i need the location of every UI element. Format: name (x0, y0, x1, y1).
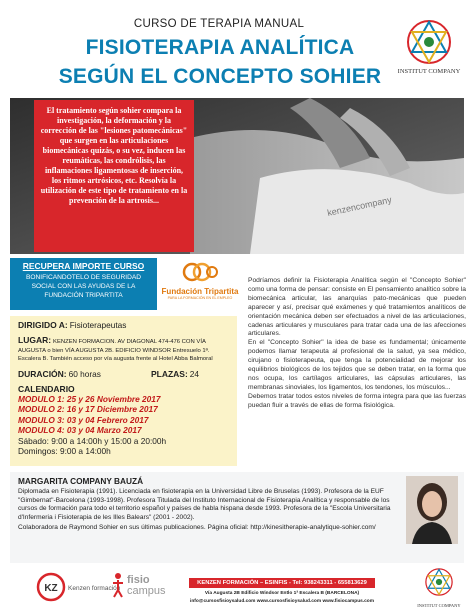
description (248, 277, 466, 411)
fisiocampus-logo (110, 572, 166, 603)
footer-contact (172, 571, 392, 604)
kenzen-logo (36, 572, 66, 607)
fisio-figure-icon (110, 572, 126, 598)
course-label: CURSO DE TERAPIA MANUAL (133, 18, 305, 30)
lugar-row (18, 335, 229, 364)
instructor-text: Diplomada en Fisioterapia (1991). Licenciada en fisioterapia en la Universidad Libre de Bruselas (1993). Profesora de la EUF "Gimbernat"-Barcelona (1993-1998). Profesora Titulada del Instituto Internacional de Fisioterapia Analítica y responsable de los cursos de formación para todo el territorio español y países de habla hispana desde 1993. Profesora de la "Escola Universitaria d'Infermeria i Fisioterapia de les Illes Balears" (2001 - 2002). (18, 488, 391, 521)
star-logo-icon (405, 18, 453, 66)
dirigido-row (18, 320, 229, 330)
page-title-line1: FISIOTERAPIA ANALÍTICA (85, 36, 355, 59)
duracion-label: DURACIÓN: (18, 368, 67, 379)
portrait-image (406, 476, 458, 544)
plazas-value: 24 (189, 368, 199, 379)
campus-text: campus (127, 585, 166, 597)
fundacion-tagline: PARA LA FORMACIÓN EN EL EMPLEO (167, 296, 233, 300)
footer-contact-title: KENZEN FORMACIÓN – ESINFIS - Tel: 938243311 - 655813629 (189, 578, 375, 588)
footer-logo-text: INSTITUT COMPANY (417, 603, 461, 608)
instructor-name: MARGARITA COMPANY BAUZÁ (18, 476, 144, 486)
description-p3: Debemos tratar todos estos niveles de forma integra para que las fuerzas puedan fluir a través de ellas de forma fisiológica. (248, 392, 466, 409)
instructor-bio (10, 472, 464, 563)
footer-address: Vía Augusta 2B Edificio Windsor Entlo 1ª Escalera B (BARCELONA) (204, 591, 360, 596)
kz-logo-text: KZ (44, 583, 58, 594)
calendario-label: CALENDARIO (18, 383, 75, 394)
fundacion-swirl-icon (181, 260, 219, 284)
fundacion-name: Fundación Tripartita (161, 287, 239, 296)
duracion-row (18, 369, 229, 379)
description-p2: En el "Concepto Sohier" la idea de base es fundamental; únicamente podemos llamar terapeuta al profesional de la salud, ya sea médico, cirujano o fisioterapeuta, que tenga la potencialidad de mejorar los equilibrios biológicos de los tejidos que se deben tratar, en la forma que nos ocupa, los cartílagos articulares, las cápsulas articulares, las membranas sinoviales, los ligamentos, los tendones, los músculos... (248, 339, 466, 391)
instructor-photo (406, 476, 458, 544)
fisio-text: fisio (127, 574, 150, 586)
description-p1: Podríamos definir la Fisioterapia Analítica según el "Concepto Sohier" como una forma de pensar: consiste en El pensamiento analítico sobre la biomecánica articular, las anarquías pato-mecánicas que pueden aparecer y así, precisar qué exámenes y qué tratamientos analíticos de orientación mecánica deben ser efectuados a nivel de las articulaciones, cadenas articulares y musculares para tratar cada una de las afecciones articulares. (248, 277, 466, 338)
page-title-line2: SEGÚN EL CONCEPTO SOHIER (58, 65, 382, 88)
plazas-label: PLAZAS: (150, 368, 188, 379)
module-3: MODULO 3: 03 y 04 Febrero 2017 (18, 414, 149, 425)
recupera-title: RECUPERA IMPORTE CURSO (22, 261, 145, 271)
dirigido-value: Fisioterapeutas (69, 320, 127, 330)
instructor-collab: Colaboradora de Raymond Sohier en sus últimas publicaciones. Página oficial: http://kinesitherapie-analytique-sohier.com/ (18, 524, 376, 531)
dirigido-label: DIRIGIDO A: (18, 320, 68, 330)
towel-brand: kenzencompany (326, 194, 393, 218)
lugar-label: LUGAR: (18, 335, 52, 345)
module-2: MODULO 2: 16 y 17 Diciembre 2017 (18, 404, 158, 414)
recupera-text: BONIFICANDOTELO DE SEGURIDAD SOCIAL CON LAS AYUDAS DE LA FUNDACIÓN TRIPARTITA (25, 274, 142, 299)
footer (0, 563, 474, 613)
fundacion-logo (160, 260, 240, 310)
hero-quote: El tratamiento según sohier compara la investigación, la deformación y la corrección de las "lesiones patomecánicas" que surgen en las articulaciones biomecánicas quizás, o su vez, inducen las reumáticas, las condrólisis, las inflamaciones ligamentosas de inserción, los ritmos artrósicos, etc. Resolvía la utilización de este tipo de tratamiento en la prevención de la artrosis... (40, 106, 188, 205)
recupera-banner (10, 258, 157, 310)
logo-text: INSTITUT COMPANY (397, 68, 461, 75)
hero-photo (10, 98, 464, 254)
kenzen-name: Kenzen formación (68, 585, 121, 592)
institut-company-logo (397, 18, 461, 86)
schedule-saturday: Sábado: 9:00 a 14:00h y 15:00 a 20:00h (18, 435, 167, 446)
module-1: MODULO 1: 25 y 26 Noviembre 2017 (18, 393, 161, 404)
duracion-value: 60 horas (68, 368, 101, 379)
kz-logo-icon (36, 572, 66, 602)
hero-quote-box (34, 100, 194, 252)
footer-star-logo-icon (424, 567, 454, 597)
lugar-value: KENZEN FORMACION. AV DIAGONAL 474-476 CON VÍA AUGUSTA o bien VÍA AUGUSTA 2B. EDIFICIO WINDSOR Entresuelo 1ª. Escalera B. También acceso por vía augusta frente al Hotel Abba Balmoral (18, 339, 213, 362)
module-4: MODULO 4: 03 y 04 Marzo 2017 (18, 425, 142, 435)
footer-institut-logo (417, 567, 461, 608)
course-info-box (10, 316, 237, 466)
header (0, 0, 474, 96)
footer-web: info@cursosfisioysalud.com www.cursosfisioysalud.com www.fisiocampus.com (190, 599, 374, 604)
schedule-sunday: Domingos: 9:00 a 14:00h (18, 446, 111, 456)
